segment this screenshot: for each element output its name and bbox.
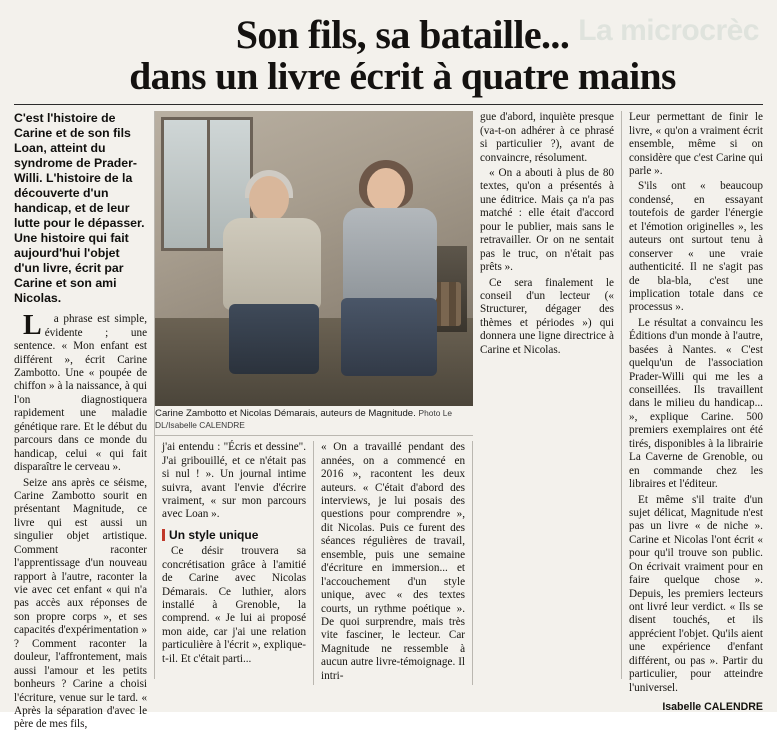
body-paragraph: S'ils ont « beaucoup condensé, en essayant toutefois de garder l'énergie et l'émotion originelles », les auteurs ont surtout tenu à conserver « une vraie authenticité. Il ne s'agit pas de bla-bla, c'est une implication totale dans ce processus ». (629, 180, 763, 314)
center-subcolumns (155, 441, 473, 685)
body-paragraph: Et même s'il traite d'un sujet délicat, Magnitude n'est pas un livre « de niche ». Carine et Nicolas l'ont écrit « pour qu'il trouve son public. On écrivait vraiment pour en faire quelque chose ». Depuis, les premiers lecteurs ont livré leur verdict. « Ils se disent touchés, et ils apprécient l'objet. Qu'ils aient une expérience d'enfant différent, ou pas ». Partir du particulier, pour atteindre l'universel. (629, 493, 763, 694)
photo-person-woman (331, 164, 449, 376)
body-paragraph: j'ai entendu : "Écris et dessine". J'ai gribouillé, et ce n'était pas si nul ! ». Un journal intime suivra, avant l'envie d'écrire vraiment, « sur mon parcours avec Loan ». (162, 441, 307, 521)
column-4 (473, 111, 622, 679)
photo-caption (155, 406, 473, 436)
body-paragraph: Le résultat a convaincu les Éditions d'un monde à l'autre, basées à Nantes. « C'est quelqu'un de l'association Prader-Willi qui me les a conseillées. Ils travaillent dans le milieu du handicap... », explique Carine. 500 premiers exemplaires ont été tirés, disponibles à la librairie La Caverne de Grenoble, ou en commande chez les libraires et l'éditeur. (629, 316, 763, 491)
body-paragraph: « On a abouti à plus de 80 textes, qu'on a présentés à une éditrice. Mais ça n'a pas matché : elle était d'accord pour le publier, mais sans le retravailler. Or on ne sentait pas le truc, on n'était pas prêts ». (480, 167, 615, 274)
article-photo-wrapper (155, 111, 473, 436)
byline: Isabelle CALENDRE (662, 701, 763, 714)
bleedthrough-text: La microcrèc (578, 14, 759, 47)
photo-person-man (215, 176, 331, 372)
body-paragraph: Leur permettant de finir le livre, « qu'on a vraiment écrit ensemble, même si on considère que c'est Carine qui parle ». (629, 111, 763, 177)
body-paragraph: gue d'abord, inquiète presque (va-t-on adhérer à ce phrasé si particulier ?), avant de convaincre, résolument. (480, 111, 615, 164)
standfirst: C'est l'histoire de Carine et de son fils Loan, atteint du syndrome de Prader-Willi. L'histoire de la découverte d'un handicap, et de leur lutte pour le dépasser. Une histoire qui fait aujourd'hui l'objet d'un livre, écrit par Carine et son ami Nicolas. (14, 111, 145, 306)
body-paragraph: Ce désir trouvera sa concrétisation grâce à l'amitié de Carine avec Nicolas Démarais. Ce luthier, alors installé à Grenoble, la comprend. « Je lui ai proposé mon aide, car j'ai une relation particulière à l'écrit », explique-t-il. Et c'était parti... (162, 545, 307, 665)
headline-line-2: dans un livre écrit à quatre mains (129, 54, 676, 99)
article-photo (155, 111, 473, 406)
article-columns (14, 111, 763, 731)
photo-credit: Photo Le DL/Isabelle CALENDRE (155, 408, 453, 430)
section-subheading: Un style unique (162, 528, 306, 542)
page-title (48, 14, 757, 98)
body-paragraph: Ce sera finalement le conseil d'un lecteur (« Structurer, dégager des thèmes et périodes ») qui donnera une ligne directrice à Carine et Nicolas. (480, 276, 615, 356)
headline-line-1: Son fils, sa bataille... (235, 12, 570, 57)
body-paragraph: « On a travaillé pendant des années, on a commencé en 2016 », racontent les deux auteurs. « C'était d'abord des interviews, je lui posais des questions pour comprendre », dit Nicolas. Puis ce furent des séances régulières de travail, ensemble, puis une semaine d'écriture en immersion... et l'accouchement d'un style unique, avec « des textes courts, un rythme poétique ». De quoi surprendre, mais très vite fasciner, le lecteur. Car Magnitude ne ressemble à aucun autre livre-témoignage. Il intri- (321, 441, 466, 682)
body-paragraph (14, 310, 148, 474)
column-2 (155, 441, 314, 685)
divider (14, 104, 763, 105)
paragraph-text: a phrase est simple, évidente ; une sentence. « Mon enfant est différent », écrit Carine Zambotto. Une « poupée de chiffon » à la naissance, à qui l'on diagnostiquera rapidement une maladie génétique rare. Et le début du parcours dans ce monde du handicap, celui « qui fait disparaître le cerveau ». (14, 313, 148, 474)
column-left (14, 111, 155, 731)
column-3 (314, 441, 473, 685)
photo-caption-text: Carine Zambotto et Nicolas Démarais, auteurs de Magnitude. (155, 408, 416, 420)
drop-cap: L (23, 310, 42, 342)
body-paragraph: Seize ans après ce séisme, Carine Zambotto sourit en présentant Magnitude, ce livre qui est aussi un singulier objet artistique. Comment raconter l'apprentissage d'un nouveau rapport à l'autre, raconter la vie avec cet enfant « qui n'a pas accès aux réponses de son propre corps », et ses capacités d'expérimentation » ? Comment raconter la douleur, l'affrontement, mais aussi l'amour et les petits bonheurs ? Carine a choisi l'écriture, venue sur le tard. « Après la séparation d'avec le père de mes fils, (14, 476, 148, 731)
center-block (155, 111, 473, 682)
column-5 (622, 111, 763, 714)
